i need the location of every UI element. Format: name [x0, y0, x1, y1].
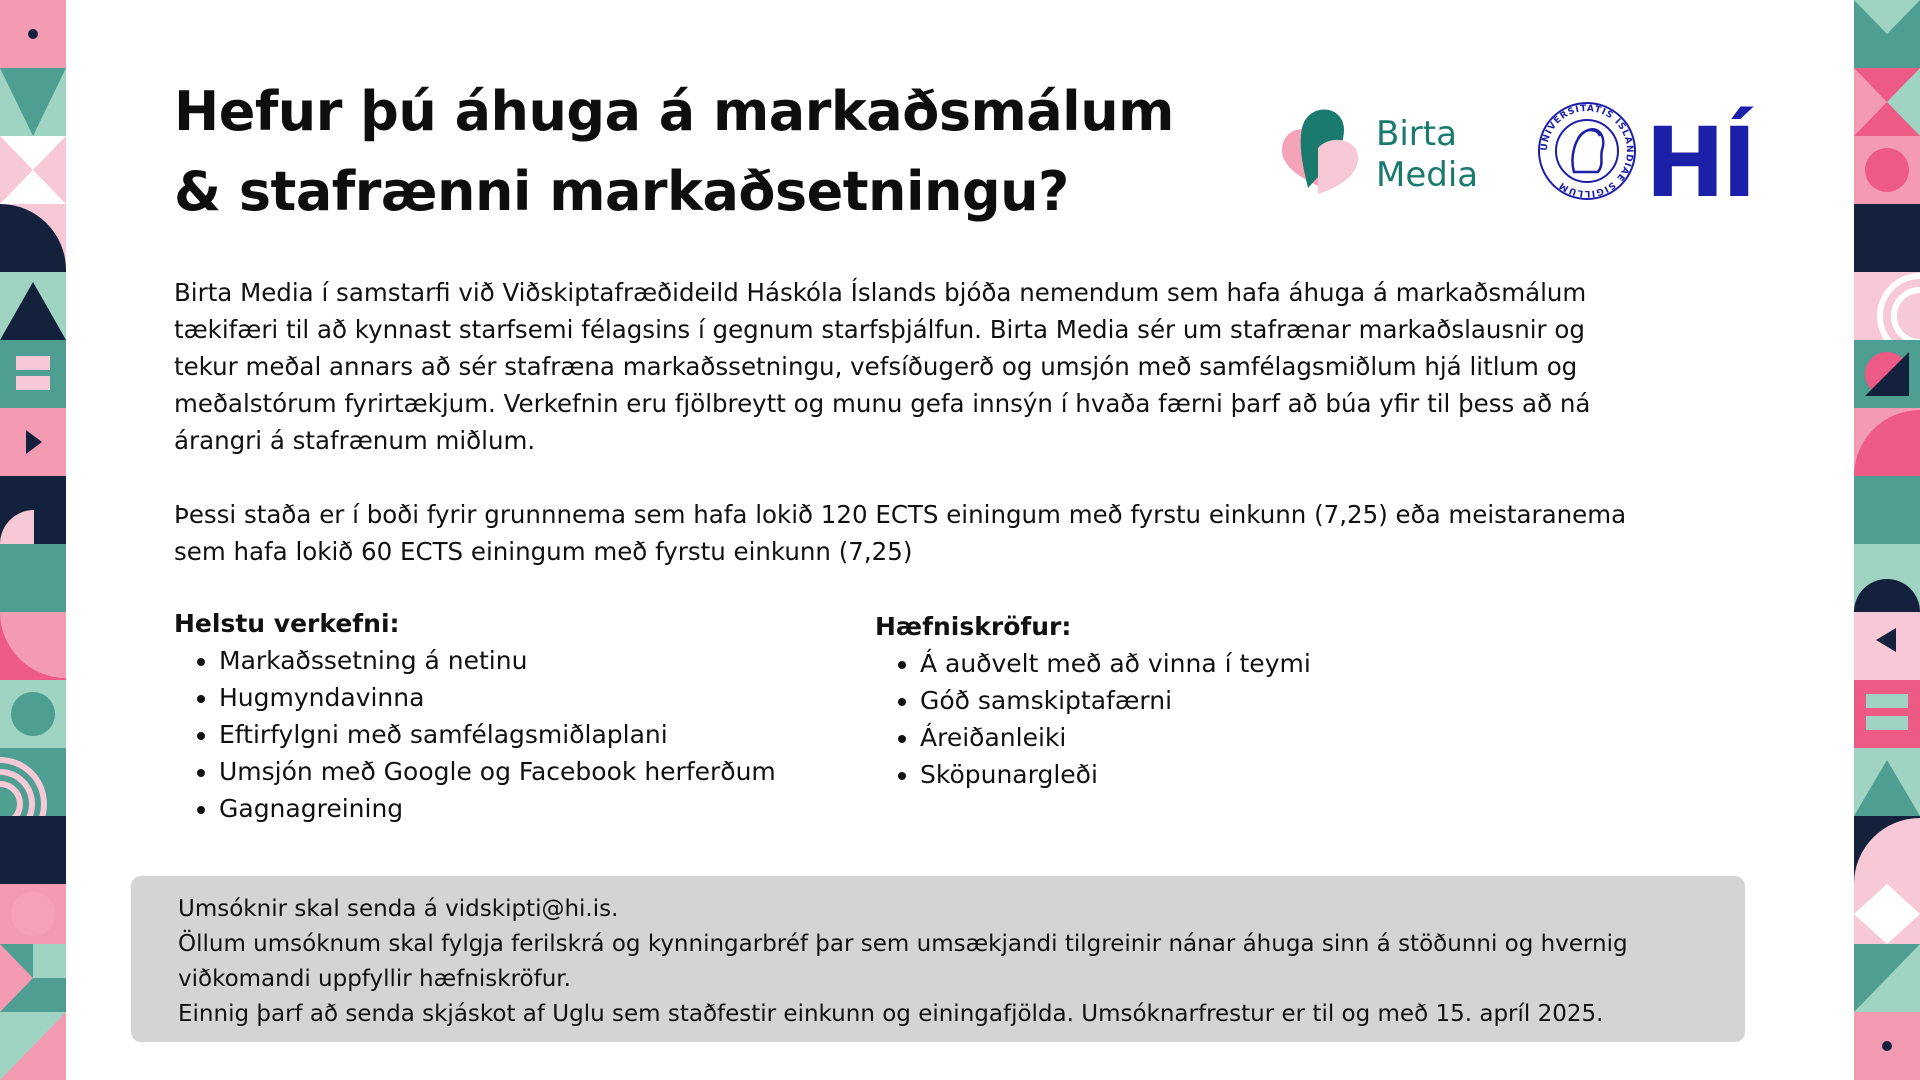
list-item: • Hugmyndavinna	[219, 679, 854, 716]
seal-text: UNIVERSITATIS ISLANDIAE SIGILLUM	[1539, 103, 1635, 199]
university-seal-icon	[1539, 103, 1635, 199]
application-info-box	[131, 876, 1745, 1042]
page-title	[174, 72, 1214, 232]
title-line-2: & stafrænni markaðsetningu?	[174, 160, 1069, 223]
intro-paragraph-2: Þessi staða er í boði fyrir grunnnema sem hafa lokið 120 ECTS einingum með fyrstu einkunn (7,25) eða meistaranema sem hafa lokið 60 ECTS einingum með fyrstu einkunn (7,25)	[174, 500, 1627, 566]
application-deadline-line: Einnig þarf að senda skjáskot af Uglu sem staðfestir einkunn og einingafjölda. Umsóknarfrestur er til og með 15. apríl 2025.	[178, 1001, 1604, 1027]
requirements-list	[875, 645, 1475, 793]
birta-media-logo	[1278, 100, 1494, 196]
list-item: • Eftirfylgni með samfélagsmiðlaplani	[219, 716, 854, 753]
left-decorative-strip	[0, 0, 66, 1080]
tasks-heading: Helstu verkefni:	[174, 609, 400, 638]
title-line-1: Hefur þú áhuga á markaðsmálum	[174, 80, 1174, 143]
media-text: Media	[1376, 155, 1479, 195]
tasks-list	[174, 642, 854, 827]
right-decorative-strip	[1854, 0, 1920, 1080]
svg-text:UNIVERSITATIS ISLANDIAE SIGILL	[1540, 104, 1634, 198]
list-item: • Gagnagreining	[219, 790, 854, 827]
application-documents-line: Öllum umsóknum skal fylgja ferilskrá og kynningarbréf þar sem umsækjandi tilgreinir nánar áhuga sinn á stöðunni og hvernig viðkomandi uppfyllir hæfniskröfur.	[178, 931, 1628, 992]
list-item: • Markaðssetning á netinu	[219, 642, 854, 679]
intro-paragraph-1: Birta Media í samstarfi við Viðskiptafræðideild Háskóla Íslands bjóða nemendum sem hafa áhuga á markaðsmálum tækifæri til að kynnast starfsemi félagsins í gegnum starfsþjálfun. Birta Media sér um stafrænar markaðslausnir og tekur meðal annars að sér stafræna markaðssetningu, vefsíðugerð og umsjón með samfélagsmiðlum hjá litlum og meðalstórum fyrirtækjum. Verkefnin eru fjölbreytt og munu gefa innsýn í hvaða færni þarf að búa yfir til þess að ná árangri á stafrænum miðlum.	[174, 278, 1591, 455]
list-item: • Sköpunargleði	[920, 756, 1475, 793]
list-item: • Góð samskiptafærni	[920, 682, 1475, 719]
tasks-section	[174, 606, 854, 827]
list-item: • Áreiðanleiki	[920, 719, 1475, 756]
list-item: • Á auðvelt með að vinna í teymi	[920, 645, 1475, 682]
requirements-heading: Hæfniskröfur:	[875, 612, 1072, 641]
heart-logo-icon	[1278, 100, 1494, 196]
application-email-line: Umsóknir skal senda á vidskipti@hi.is.	[178, 896, 619, 922]
hi-letters: HÍ	[1645, 107, 1754, 204]
birta-text: Birta	[1376, 114, 1457, 154]
hi-logo	[1534, 98, 1764, 204]
list-item: • Umsjón með Google og Facebook herferðum	[219, 753, 854, 790]
requirements-section	[875, 609, 1475, 793]
intro-section	[174, 274, 1654, 570]
